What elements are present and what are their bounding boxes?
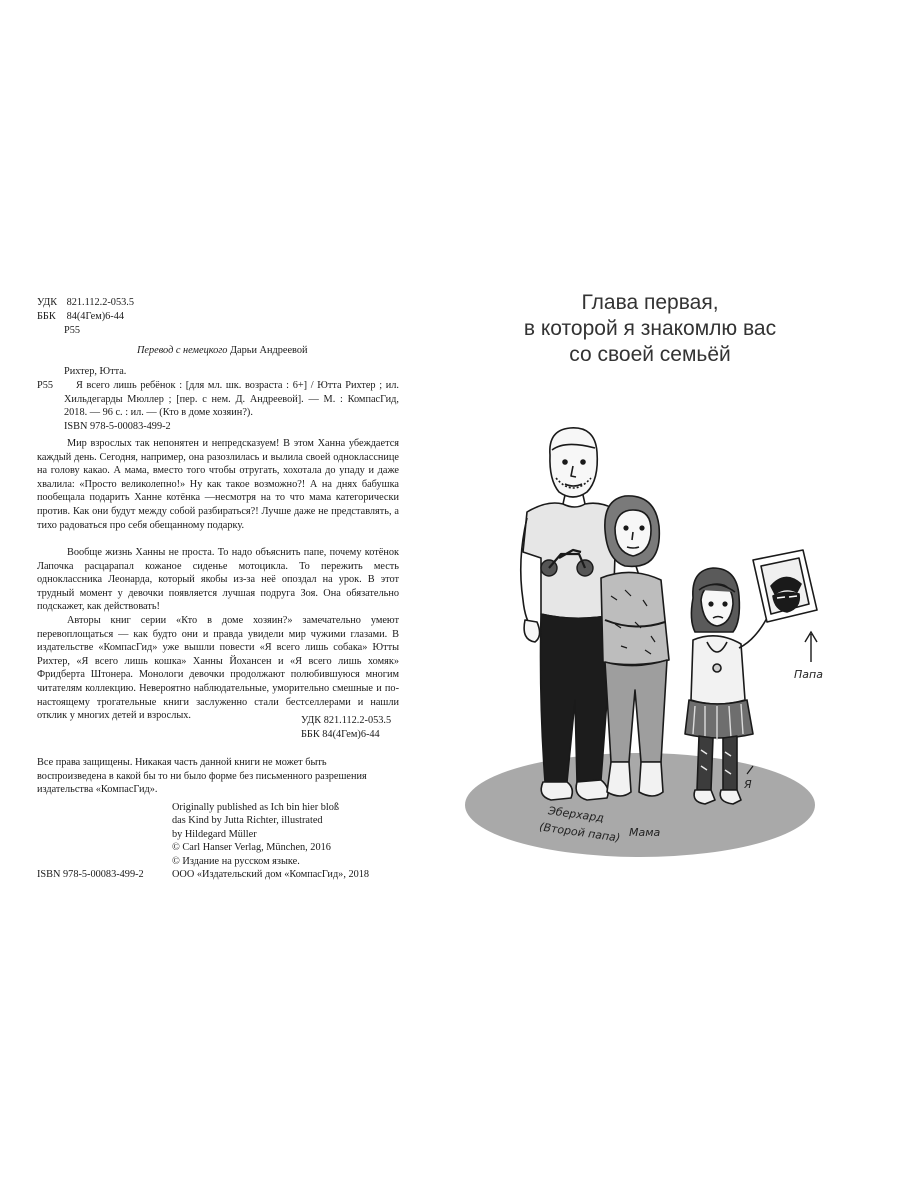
publisher-line: ООО «Издательский дом «КомпасГид», 2018 bbox=[172, 869, 370, 881]
rights-notice: Все права защищены. Никакая часть данной книги не может быть воспроизведена в какой бы то ни было форме без письменного разрешения издательства «КомпасГид». bbox=[37, 757, 367, 796]
papa-photo bbox=[753, 550, 817, 622]
label-mama: Мама bbox=[629, 826, 661, 839]
author-heading: Рихтер, Ютта. bbox=[64, 366, 127, 377]
original-line: das Kind by Jutta Richter, illustrated bbox=[172, 815, 323, 827]
annotation-paragraph-1: Мир взрослых так непонятен и непредсказуем! В этом Ханна убеждается каждый день. Сегодня, например, она разозлилась и вылила своей однокласснице на голову какао. А мама, вместо того чтобы отругать, хохотала до упаду и даже хвалила: «Просто великолепно!» Ну как такое возможно?! А на днях бабушка пообещала подарить Ханне котёнка —несмотря на то что мама категорически против. Как они будут между собой разбираться?! Лучше даже не представлять, а тихо радоваться про себя обещанному подарку. bbox=[37, 438, 399, 531]
original-line: Originally published as Ich bin hier bloß bbox=[172, 802, 340, 813]
annotation-paragraph-3: Авторы книг серии «Кто в доме хозяин?» замечательно умеют перевоплощаться — как будто они и правда увидели мир чужими глазами. В издательстве «КомпасГид» уже вышли повести «Я всего лишь собака» Ютты Рихтер, «Я всего лишь кошка» Ханны Йохансен и «Я всего лишь хомяк» Фридберта Штонера. Монологи девочки продолжают полюбившуюся многим читателям коллекцию. Невероятно наблюдательные, уморительно смешные и по-настоящему трогательные книги заслуженно стали бестселлерами и нашли отклик у многих детей и взрослых. bbox=[37, 615, 399, 722]
copyright-line: © Carl Hanser Verlag, München, 2016 bbox=[172, 842, 331, 854]
udk-bottom: УДК 821.112.2-053.5 bbox=[301, 715, 392, 726]
isbn-line: ISBN 978-5-00083-499-2 bbox=[64, 421, 171, 432]
annotation-paragraph-2: Вообще жизнь Ханны не проста. То надо объяснить папе, почему котёнок Лапочка расцарапал кожаное сиденье мотоцикла. То пережить месть одноклассника Леонарда, который якобы из-за неё опоздал на урок. В этот трудный момент у девочки появляется лучшая подруга Зоя. Она обязательно подскажет, как действовать! bbox=[37, 547, 399, 613]
label-papa: Папа bbox=[794, 668, 823, 681]
author-code-top: Р55 bbox=[64, 325, 81, 336]
papa-arrow bbox=[805, 632, 817, 662]
family-illustration bbox=[455, 400, 875, 920]
original-publication bbox=[172, 801, 412, 881]
translation-note: Перевод с немецкого Дарьи Андреевой bbox=[137, 345, 308, 356]
udk-line: УДК 821.112.2-053.5 bbox=[37, 297, 134, 308]
mama-figure bbox=[601, 496, 669, 796]
original-line: by Hildegard Müller bbox=[172, 828, 257, 840]
bbk-line: ББК 84(4Гем)6-44 bbox=[37, 311, 125, 322]
biblio-entry: Я всего лишь ребёнок : [для мл. шк. возраста : 6+] / Ютта Рихтер ; ил. Хильдегарды Мюллер ; [пер. с нем. Д. Андреевой]. — М. : КомпасГид, 2018. — 96 с. : ил. — (Кто в доме хозяин?). bbox=[64, 380, 399, 419]
copyright-line: © Издание на русском языке. bbox=[172, 855, 300, 867]
author-code: Р55 bbox=[37, 380, 54, 391]
label-me: Я bbox=[744, 778, 752, 791]
label-eberhard: Эберхард bbox=[547, 804, 605, 825]
chapter-title: Глава первая, в которой я знакомлю вас со своей семьёй bbox=[523, 291, 777, 366]
bbk-bottom: ББК 84(4Гем)6-44 bbox=[301, 729, 380, 740]
isbn-bottom: ISBN 978-5-00083-499-2 bbox=[37, 869, 144, 880]
label-second-papa: (Второй папа) bbox=[538, 820, 622, 845]
